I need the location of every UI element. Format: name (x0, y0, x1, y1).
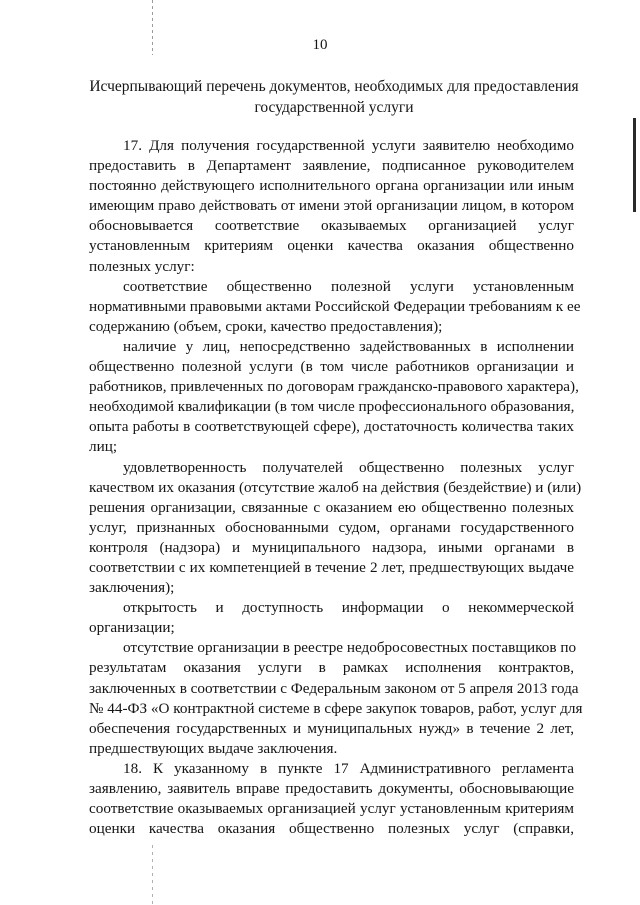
paragraph-line: результатам оказания услуги в рамках исполнения контрактов, (89, 659, 574, 677)
scan-margin-mark-bottom (152, 845, 153, 905)
paragraph-line: 17. Для получения государственной услуги заявителю необходимо (123, 137, 574, 154)
paragraph-line: решения организации, связанные с оказанием ею общественно полезных (89, 498, 574, 516)
paragraph-line: общественно полезной услуги (в том числе работников организации и (89, 358, 574, 376)
paragraph-line: необходимой квалификации (в том числе профессионального образования, (89, 398, 575, 416)
page-number: 10 (312, 37, 328, 53)
paragraph-line: лиц; (89, 438, 118, 456)
paragraph-line: соответствие оказываемых организацией услуг установленным критериям (89, 800, 574, 818)
paragraph-line: 18. К указанному в пункте 17 Административного регламента (123, 759, 574, 777)
paragraph-line: предшествующих выдаче заключения. (89, 739, 338, 757)
paragraph-line: обосновывается соответствие оказываемых организацией услуг (89, 217, 574, 235)
paragraph-line: организации; (89, 619, 175, 637)
paragraph-line: № 44-ФЗ «О контрактной системе в сфере закупок товаров, работ, услуг для (89, 699, 583, 717)
paragraph-line: качеством их оказания (отсутствие жалоб на действия (бездействие) и (или) (89, 478, 582, 496)
paragraph-line: наличие у лиц, непосредственно задействованных в исполнении (123, 337, 574, 355)
paragraph-line: оценки качества оказания общественно полезных услуг (справки, (89, 820, 574, 838)
paragraph-line: соответствие общественно полезной услуги установленным (123, 277, 574, 295)
paragraph-line: предоставить в Департамент заявление, подписанное руководителем (89, 157, 574, 175)
paragraph-line: имеющим право действовать от имени этой организации лицом, в котором (89, 197, 574, 215)
paragraph-line: услуг, признанных обоснованными судом, органами государственного (89, 518, 574, 536)
section-heading (78, 76, 590, 118)
section-heading-line: Исчерпывающий перечень документов, необходимых для предоставления (89, 78, 579, 95)
section-heading-line: государственной услуги (254, 99, 414, 116)
paragraph-line: открытость и доступность информации о некоммерческой (123, 599, 574, 617)
paragraph-line: заключенных в соответствии с Федеральным законом от 5 апреля 2013 года (89, 679, 579, 697)
paragraph-line: постоянно действующего исполнительного органа организации или иным (89, 177, 574, 195)
paragraph-line: нормативными правовыми актами Российской Федерации требованиям к ее (89, 297, 581, 315)
scan-edge-mark-right (633, 118, 636, 212)
paragraph-line: установленным критериям оценки качества оказания общественно (89, 237, 574, 255)
paragraph-line: удовлетворенность получателей общественно полезных услуг (123, 458, 574, 476)
paragraph-line: обеспечения государственных и муниципальных нужд» в течение 2 лет, (89, 719, 574, 737)
paragraph-line: работников, привлеченных по договорам гражданско-правового характера), (89, 378, 579, 396)
paragraph-line: содержанию (объем, сроки, качество предоставления); (89, 317, 443, 335)
paragraph-line: полезных услуг: (89, 257, 195, 275)
document-body (89, 136, 583, 839)
paragraph-line: опыта работы в соответствующей сфере), достаточность количества таких (89, 418, 574, 436)
paragraph-line: соответствии с их компетенцией в течение 2 лет, предшествующих выдаче (89, 558, 574, 576)
paragraph-line: контроля (надзора) и муниципального надзора, иными органами в (89, 538, 574, 556)
paragraph-line: отсутствие организации в реестре недобросовестных поставщиков по (123, 639, 577, 657)
paragraph-line: заключения); (89, 579, 175, 597)
paragraph-line: заявлению, заявитель вправе предоставить документы, обосновывающие (89, 780, 574, 797)
